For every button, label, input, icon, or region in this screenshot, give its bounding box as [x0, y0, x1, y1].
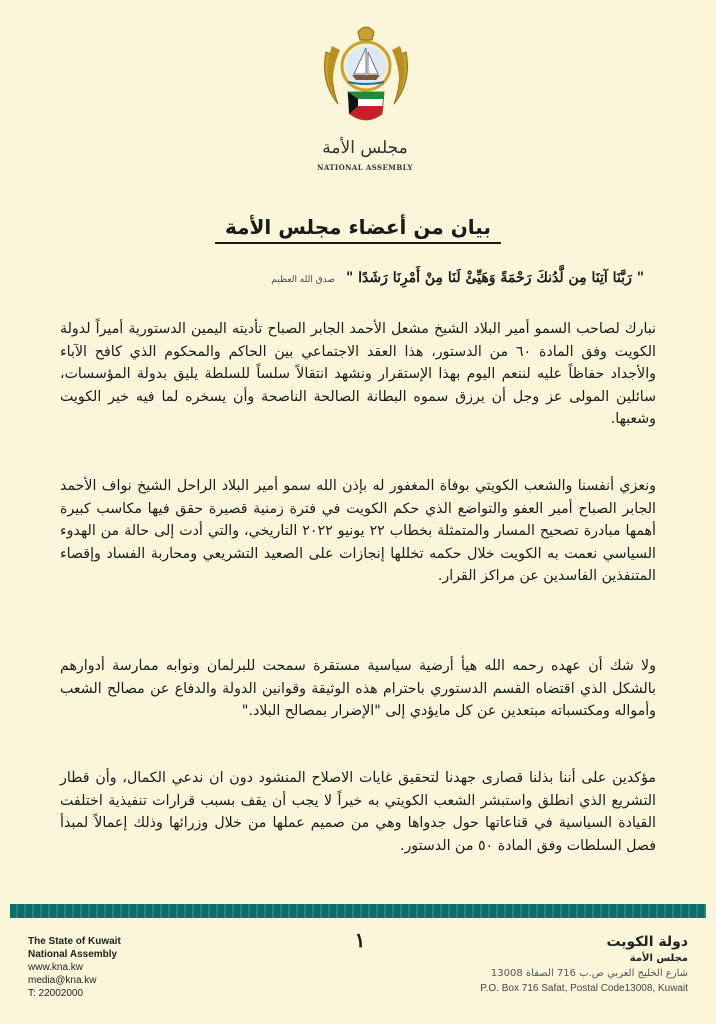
statement-title-wrap: [0, 215, 716, 244]
footer-divider: [10, 904, 706, 918]
verse-reference: صدق الله العظيم: [271, 275, 336, 285]
assembly-name-arabic: مجلس الأمة: [322, 138, 408, 158]
paragraph-condolence: ونعزي أنفسنا والشعب الكويتي بوفاة المغفور له بإذن الله سمو أمير البلاد الراحل الشيخ نواف الأحمد الجابر الصباح أمير العفو والتواضع الذي حكم الكويت في فترة زمنية قصيرة حقق فيها مكاسب كبيرة أهمها مبادرة تصحيح المسار والمتمثلة بخطاب ٢٢ يونيو ٢٠٢٢ التاريخي، والتي أدت إلى حالة من الهدوء السياسي نعمت به الكويت خلال حكمه تخللها إنجازات على الصعيد التشريعي ومحاربة الفساد وإقصاء المتنفذين الفاسدين عن مراكز القرار.: [60, 478, 656, 584]
footer-contact-arabic: [480, 933, 688, 996]
footer-country-ar: دولة الكويت: [606, 934, 688, 950]
assembly-name-english: NATIONAL ASSEMBLY: [317, 163, 413, 172]
page-number: ١: [354, 928, 366, 952]
footer-address-ar: شارع الخليج العربي ص.ب 716 الصفاة 13008: [490, 968, 688, 979]
quran-verse: [200, 270, 644, 286]
footer-address-en: P.O. Box 716 Safat, Postal Code13008, Kuwait: [480, 983, 688, 994]
footer-state-name: The State of Kuwait: [28, 936, 121, 947]
footer-phone: T: 22002000: [28, 988, 84, 999]
statement-title: بيان من أعضاء مجلس الأمة: [215, 215, 501, 244]
paragraph-reform: مؤكدين على أننا بذلنا قصارى جهدنا لتحقيق غايات الاصلاح المنشود دون ان ندعي الكمال، وأن قطار التشريع الذي انطلق واستبشر الشعب الكويتي به خيراً لا يجب أن يقف بسبب قرارات تنفيذية اختلفت القيادة السياسية في قناعاتها حول جدواها وهي من صميم عملها من خلال وزرائها وذلك إعمالاً لمبدأ فصل السلطات وفق المادة ٥٠ من الدستور.: [60, 770, 656, 854]
footer-org-ar: مجلس الأمة: [629, 953, 688, 964]
footer-assembly-name: National Assembly: [28, 949, 118, 960]
paragraph-congratulation: نبارك لصاحب السمو أمير البلاد الشيخ مشعل الأحمد الجابر الصباح تأديته اليمين الدستورية أميراً لدولة الكويت وفق المادة ٦٠ من الدستور، هذا العقد الاجتماعي بين الحاكم والمحكوم الذي كافح الآباء والأجداد حفاظاً عليه لننعم اليوم بهذا الإستقرار ونشهد انتقالاً سلساً للسلطة يليق بدولة المؤسسات، سائلين المولى عز وجل أن يرزق سموه البطانة الصالحة الناصحة وأن يسخره لما فيه خير الكويت وشعبها.: [60, 321, 656, 427]
footer-email-link[interactable]: media@kna.kw: [28, 975, 97, 986]
verse-text: " رَبَّنَا آتِنَا مِن لَّدُنكَ رَحْمَةً وَهَيِّئْ لَنَا مِنْ أَمْرِنَا رَشَدًا ": [345, 270, 644, 286]
footer-website-link[interactable]: www.kna.kw: [28, 962, 84, 973]
footer-contact-english: [28, 935, 121, 1000]
paragraph-stability: ولا شك أن عهده رحمه الله هيأ أرضية سياسية مستقرة سمحت للبرلمان ونوابه ممارسة أدوارهم بالشكل الذي اقتضاه القسم الدستوري باحترام هذه الوثيقة وقوانين الدولة والدفاع عن مصالح الشعب وأمواله ومكتسباته مبتعدين عن كل مايؤدي إلى "الإضرار بمصالح البلاد.": [60, 658, 656, 719]
kuwait-national-assembly-emblem-icon: [318, 22, 414, 142]
